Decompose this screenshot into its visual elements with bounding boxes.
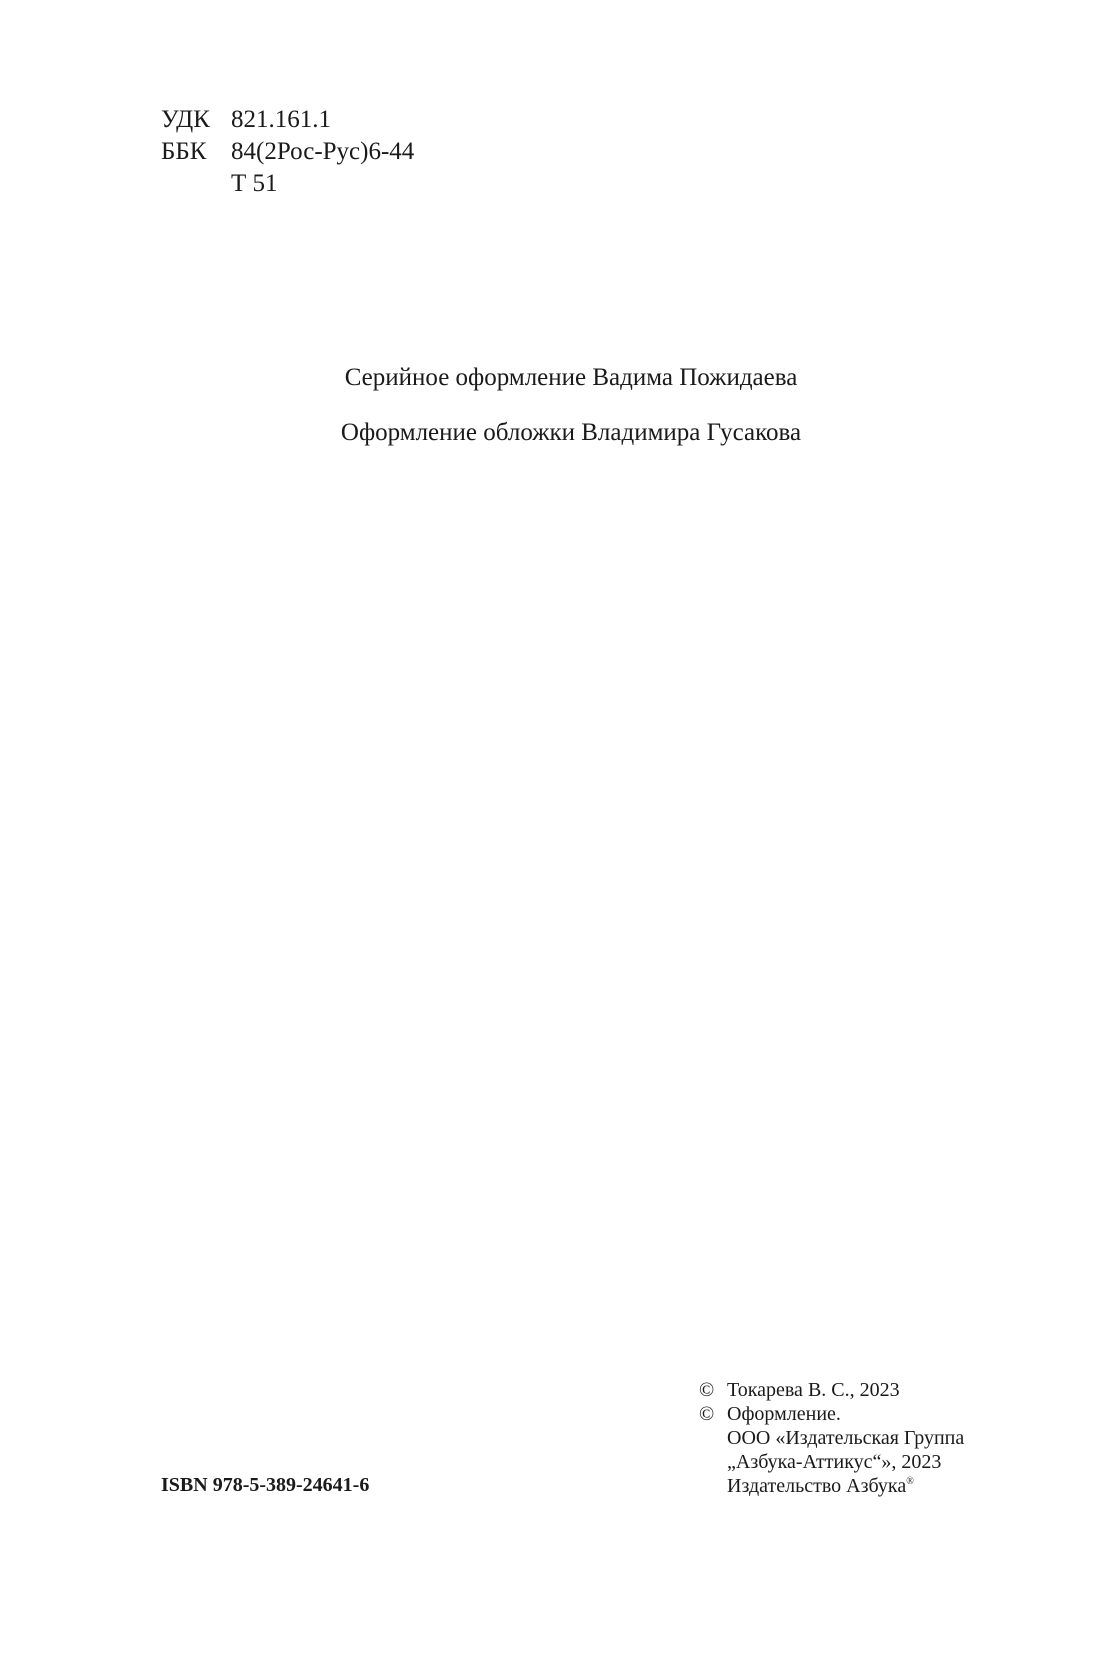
copyright-design: Оформление. (727, 1403, 841, 1425)
author-mark-row (161, 168, 414, 200)
copyright-publisher-group: ООО «Издательская Группа (727, 1427, 965, 1449)
author-mark: Т 51 (231, 170, 278, 197)
bbk-value: 84(2Рос-Рус)6-44 (231, 138, 415, 165)
copyright-block (699, 1378, 964, 1498)
udk-label: УДК (161, 106, 210, 133)
copyright-symbol: © (699, 1379, 715, 1401)
copyright-symbol: © (699, 1403, 715, 1425)
copyright-author-row (699, 1378, 964, 1402)
bbk-row (161, 136, 414, 168)
cover-design-credit: Оформление обложки Владимира Гусакова (340, 419, 802, 446)
isbn: ISBN 978-5-389-24641-6 (161, 1474, 370, 1496)
udk-row (161, 104, 414, 136)
copyright-imprint (699, 1474, 964, 1498)
copyright-author: Токарева В. С., 2023 (727, 1379, 900, 1401)
copyright-publisher-name: „Азбука-Аттикус“», 2023 (727, 1451, 942, 1473)
copyright-design-row (699, 1402, 964, 1426)
udk-value: 821.161.1 (231, 106, 331, 133)
bbk-label: ББК (161, 138, 207, 165)
classification-block (161, 104, 414, 200)
series-design-credit: Серийное оформление Вадима Пожидаева (344, 364, 798, 391)
copyright-imprint-name: Издательство Азбука (727, 1475, 907, 1497)
registered-mark: ® (906, 1476, 914, 1487)
